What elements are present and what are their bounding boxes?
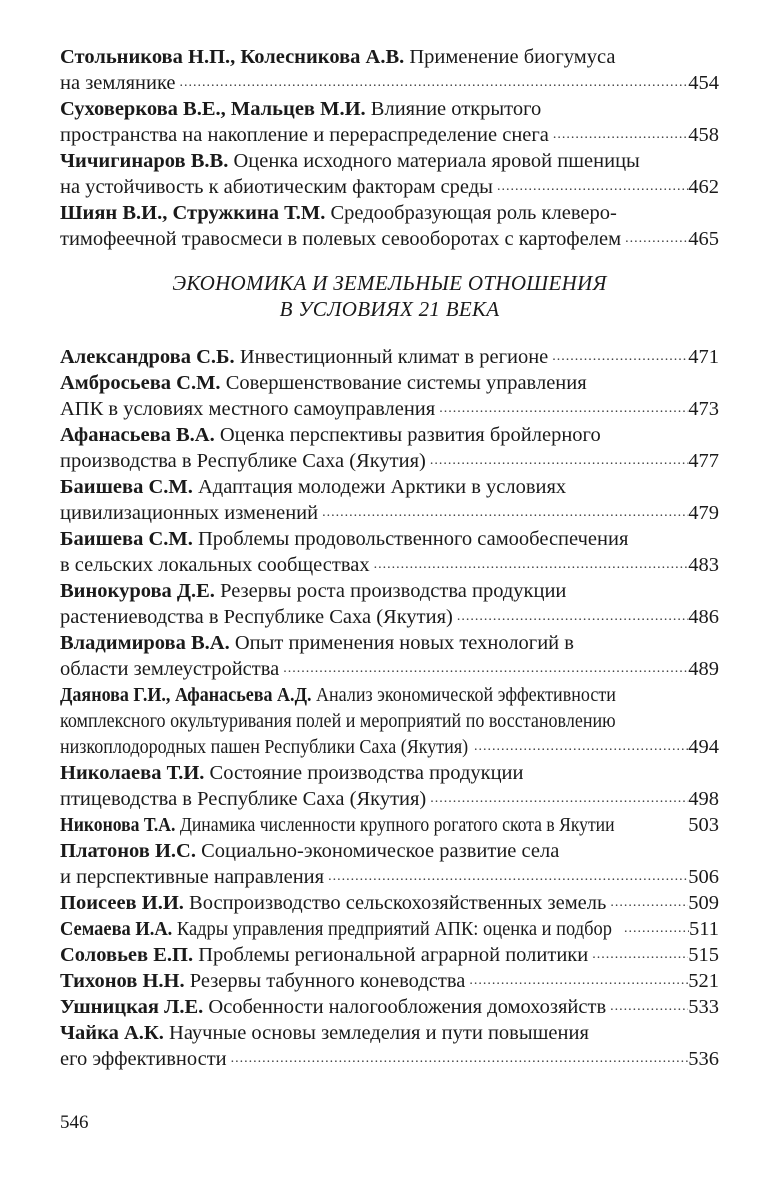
entry-author: Платонов И.С. [60,840,196,862]
entry-title: Влияние открытого [370,98,542,120]
entry-author: Никонова Т.А. [60,814,176,836]
entry-page[interactable]: 533 [688,996,719,1018]
leader-dots [621,226,688,252]
entry-title: Опыт применения новых технологий в [234,632,574,654]
entry-page[interactable]: 498 [688,788,719,810]
entry-title-cont: его эффективности [60,1048,227,1070]
leader-dots [435,396,688,422]
leader-dots [588,942,688,968]
toc-entry [60,422,719,474]
entry-title: Кадры управления предприятий АПК: оценка и подбор [176,918,612,940]
entry-author: Поисеев И.И. [60,892,184,914]
entry-title-cont: в сельских локальных сообществах [60,554,370,576]
entry-author: Александрова С.Б. [60,346,235,368]
toc-entry [60,838,719,890]
entry-title: Социально-экономическое развитие села [201,840,560,862]
entry-author: Суховеркова В.Е., Мальцев М.И. [60,98,366,120]
toc-entry [60,96,719,148]
toc-entry [60,968,719,994]
entry-title-cont: птицеводства в Республике Саха (Якутия) [60,788,427,810]
entry-page[interactable]: 521 [688,970,719,992]
entry-title: Научные основы земледелия и пути повышения [169,1022,589,1044]
entry-title-cont: на землянике [60,72,176,94]
toc-entry [60,890,719,916]
leader-dots [453,604,688,630]
entry-title: Резервы роста производства продукции [220,580,567,602]
toc-entry [60,344,719,370]
entry-title-cont: комплексного окультуривания полей и мероприятий по восстановлению [60,710,616,732]
toc-entry [60,682,719,760]
entry-title: Применение биогумуса [409,46,616,68]
entry-author: Амбросьева С.М. [60,372,221,394]
entry-title: Воспроизводство сельскохозяйственных земель [189,892,607,914]
entry-page[interactable]: 483 [688,554,719,576]
toc-entry [60,474,719,526]
entry-author: Семаева И.А. [60,918,173,940]
toc-entry [60,370,719,422]
entry-title-cont: низкоплодородных пашен Республики Саха (Якутия) [60,736,469,758]
entry-page[interactable]: 536 [688,1048,719,1070]
entry-title: Состояние производства продукции [209,762,524,784]
entry-title-cont: тимофеечной травосмеси в полевых севооборотах с картофелем [60,228,622,250]
entry-author: Николаева Т.И. [60,762,205,784]
leader-dots [465,968,688,994]
toc-entry [60,148,719,200]
entry-title: Проблемы региональной аграрной политики [198,944,589,966]
entry-page[interactable]: 509 [688,892,719,914]
leader-dots [426,786,688,812]
entry-author: Тихонов Н.Н. [60,970,185,992]
entry-title: Анализ экономической эффективности [315,684,616,706]
toc-entry [60,578,719,630]
entry-page[interactable]: 458 [688,124,719,146]
toc-entry [60,630,719,682]
section-heading-line2: В УСЛОВИЯХ 21 ВЕКА [279,297,500,321]
entry-title-cont: пространства на накопление и перераспределение снега [60,124,549,146]
entry-page[interactable]: 486 [688,606,719,628]
toc-entry [60,760,719,812]
leader-dots [606,890,688,916]
leader-dots [370,552,689,578]
entry-author: Баишева С.М. [60,476,193,498]
entry-page[interactable]: 471 [688,346,719,368]
entry-author: Чичигинаров В.В. [60,150,229,172]
entry-title-cont: области землеустройства [60,658,280,680]
entry-title-cont: на устойчивость к абиотическим факторам среды [60,176,493,198]
entry-page[interactable]: 489 [688,658,719,680]
entry-title-cont: и перспективные направления [60,866,325,888]
entry-page[interactable]: 503 [688,814,719,836]
entry-author: Соловьев Е.П. [60,944,194,966]
entry-page[interactable]: 473 [688,398,719,420]
entry-page[interactable]: 454 [688,72,719,94]
leader-dots [548,344,688,370]
entry-page[interactable]: 477 [688,450,719,472]
leader-dots [426,448,688,474]
entry-author: Стольникова Н.П., Колесникова А.В. [60,46,405,68]
page-number: 546 [60,1112,89,1133]
leader-dots [549,122,688,148]
toc-entry [60,526,719,578]
entry-page[interactable]: 479 [688,502,719,524]
entry-title: Особенности налогообложения домохозяйств [208,996,607,1018]
toc-entry [60,942,719,968]
toc-entry [60,812,719,838]
entry-title-cont: производства в Республике Саха (Якутия) [60,450,426,472]
entry-title-cont: АПК в условиях местного самоуправления [60,398,436,420]
leader-dots [318,500,688,526]
entry-page[interactable]: 462 [688,176,719,198]
entry-author: Ушницкая Л.Е. [60,996,204,1018]
toc-entry [60,44,719,96]
leader-dots [279,656,688,682]
leader-dots [493,174,688,200]
entry-author: Чайка А.К. [60,1022,164,1044]
entry-title: Динамика численности крупного рогатого скота в Якутии [179,814,615,836]
toc-entry [60,916,719,942]
section-heading [60,270,719,322]
entry-author: Владимирова В.А. [60,632,230,654]
section-heading-line1: ЭКОНОМИКА И ЗЕМЕЛЬНЫЕ ОТНОШЕНИЯ [172,271,607,295]
entry-page[interactable]: 465 [688,228,719,250]
entry-title: Оценка исходного материала яровой пшеницы [233,150,640,172]
entry-page[interactable]: 506 [688,866,719,888]
entry-author: Шиян В.И., Стружкина Т.М. [60,202,326,224]
entry-title: Оценка перспективы развития бройлерного [219,424,601,446]
entry-author: Винокурова Д.Е. [60,580,215,602]
entry-page[interactable]: 494 [688,736,719,758]
toc-entry [60,200,719,252]
leader-dots [227,1046,689,1072]
leader-dots [606,994,688,1020]
leader-dots [620,916,689,942]
entry-page[interactable]: 511 [689,918,719,940]
toc-entry [60,994,719,1020]
entry-author: Афанасьева В.А. [60,424,215,446]
entry-title: Средообразующая роль клеверо- [330,202,617,224]
entry-title: Адаптация молодежи Арктики в условиях [198,476,567,498]
leader-dots [324,864,688,890]
entry-title-cont: цивилизационных изменений [60,502,319,524]
entry-title: Резервы табунного коневодства [189,970,466,992]
leader-dots [470,734,688,760]
entry-author: Даянова Г.И., Афанасьева А.Д. [60,684,312,706]
toc-page [60,44,719,1072]
leader-dots [176,70,689,96]
entry-title: Совершенствование системы управления [225,372,587,394]
entry-page[interactable]: 515 [688,944,719,966]
entry-title: Проблемы продовольственного самообеспечения [198,528,629,550]
entry-title-cont: растениеводства в Республике Саха (Якутия) [60,606,453,628]
toc-entry [60,1020,719,1072]
entry-author: Баишева С.М. [60,528,193,550]
entry-title: Инвестиционный климат в регионе [239,346,549,368]
